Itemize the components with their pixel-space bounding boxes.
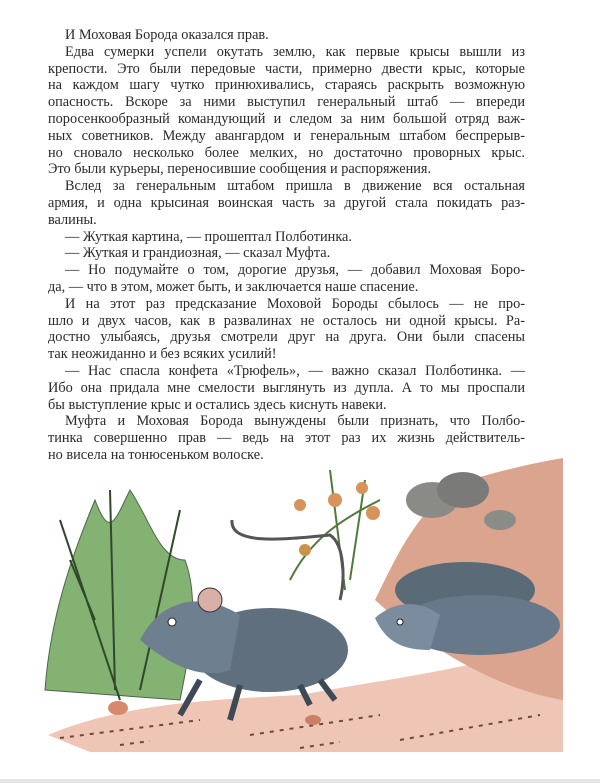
text-line: шло и двух часов, как в развалинах не осталось ни одной крысы. Ра- <box>48 312 525 329</box>
text-line: — Жуткая картина, — прошептал Полботинка. <box>65 228 352 245</box>
text-line: крепости. Это были передовые части, примерно двести крыс, которые <box>48 60 525 77</box>
text-line: так неожиданно и без всяких усилий! <box>48 346 277 363</box>
text-line: да, — что в этом, может быть, и заключается наше спасение. <box>48 278 419 295</box>
text-line: валины. <box>48 211 97 228</box>
text-line: поросенкообразный командующий и следом за ним большой отряд важ- <box>48 110 525 127</box>
text-line: но сновало несколько более мелких, но достаточно проворных крыс. <box>48 144 525 161</box>
text-line: опасность. Вскоре за ними выступил генеральный штаб — впереди <box>48 94 525 111</box>
text-line: — Жуткая и грандиозная, — сказал Муфта. <box>65 245 331 262</box>
text-line: на каждом шагу чутко принюхивались, стараясь раскрыть возможную <box>48 77 525 94</box>
page-edge <box>0 779 600 783</box>
text-line: армия, и одна крысиная воинская часть за другой стала покидать раз- <box>48 194 525 211</box>
story-text <box>48 27 525 464</box>
text-line: но висела на тонюсеньком волоске. <box>48 446 264 463</box>
text-line: достно улыбаясь, друзья смотрели друг на друга. Они были спасены <box>48 329 525 346</box>
text-line: — Нас спасла конфета «Трюфель», — важно сказал Полботинка. — <box>65 362 525 379</box>
bush <box>45 490 193 700</box>
text-line: тинка совершенно прав — ведь на этот раз их жизнь действитель- <box>48 430 525 447</box>
text-line: Это были курьеры, переносившие сообщения и распоряжения. <box>48 161 432 178</box>
text-line: И на этот раз предсказание Моховой Бороды сбылось — не про- <box>65 295 525 312</box>
text-line: — Но подумайте о том, дорогие друзья, — добавил Моховая Боро- <box>65 262 525 279</box>
text-line: Ибо она придала мне смелости выглянуть из дупла. А то мы проспали <box>48 379 525 396</box>
text-line: Едва сумерки успели окутать землю, как первые крысы вышли из <box>65 43 525 60</box>
text-line: Муфта и Моховая Борода вынуждены были признать, что Полбо- <box>65 413 525 430</box>
rats-illustration <box>0 440 600 783</box>
text-line: Вслед за генеральным штабом пришла в движение вся остальная <box>65 178 525 195</box>
text-line: бы выступление крыс и остались здесь киснуть навеки. <box>48 396 387 413</box>
text-line: ных советников. Между авангардом и генеральным штабом беспрерыв- <box>48 127 525 144</box>
text-line: И Моховая Борода оказался прав. <box>65 27 269 43</box>
flowers <box>290 470 380 590</box>
